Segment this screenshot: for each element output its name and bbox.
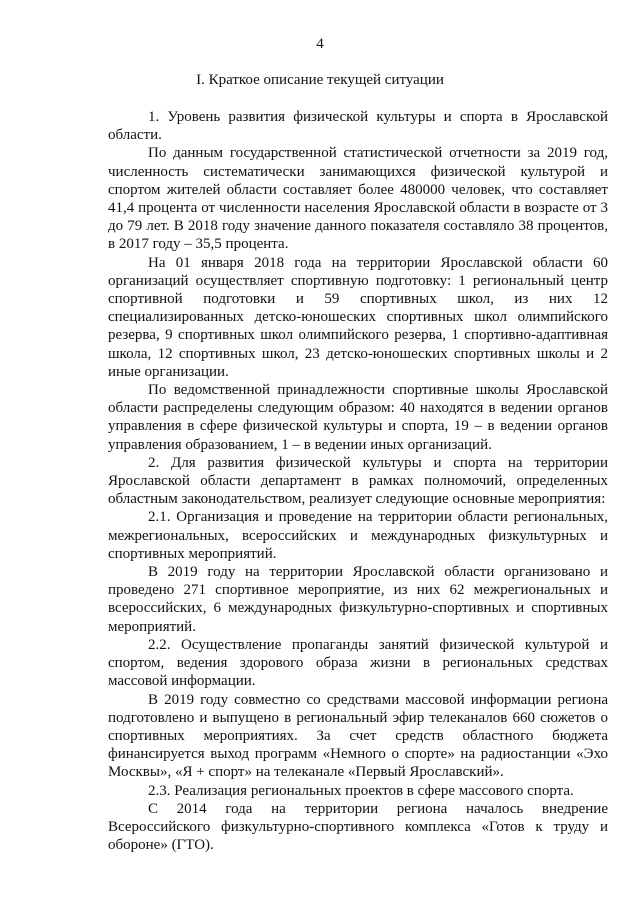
paragraph-departmental-affiliation: По ведомственной принадлежности спортивные школы Ярославской области распределены следующим образом: 40 находятся в ведении органов управления в сфере физической культуры и спорта, 19 – в ведении органов управления образованием, 1 – в ведении иных организаций.	[108, 382, 608, 453]
paragraph-statistics: По данным государственной статистической отчетности за 2019 год, численность систематически занимающихся физической культурой и спортом жителей области составляет более 480000 человек, что составляет 41,4 процента от численности населения Ярославской области в возрасте от 3 до 79 лет. В 2018 году значение данного показателя составляло 38 процентов, в 2017 году – 35,5 процента.	[108, 145, 608, 253]
section-heading: I. Краткое описание текущей ситуации	[196, 72, 444, 88]
paragraph-gto: С 2014 года на территории региона началось внедрение Всероссийского физкультурно-спортивного комплекса «Готов к труду и обороне» (ГТО).	[108, 800, 608, 854]
paragraph-2-department-activities: 2. Для развития физической культуры и спорта на территории Ярославской области департамент в рамках полномочий, определенных областным законодательством, реализует следующие основные мероприятия:	[108, 454, 608, 508]
page-number: 4	[316, 36, 324, 52]
paragraph-2-3-regional-projects: 2.3. Реализация региональных проектов в сфере массового спорта.	[148, 782, 574, 799]
paragraph-media-2019: В 2019 году совместно со средствами массовой информации региона подготовлено и выпущено в региональный эфир телеканалов 660 сюжетов о спортивных мероприятиях. За счет средств областного бюджета финансируется выход программ «Немного о спорте» на радиостанции «Эхо Москвы», «Я + спорт» на телеканале «Первый Ярославский».	[108, 691, 608, 781]
paragraph-events-2019: В 2019 году на территории Ярославской области организовано и проведено 271 спортивное мероприятие, из них 62 межрегиональных и всероссийских, 6 международных физкультурно-спортивных и спортивных мероприятий.	[108, 564, 608, 635]
paragraph-1-development-level: 1. Уровень развития физической культуры и спорта в Ярославской области.	[108, 109, 608, 144]
paragraph-sport-organizations: На 01 января 2018 года на территории Ярославской области 60 организаций осуществляет спортивную подготовку: 1 региональный центр спортивной подготовки и 59 спортивных школ, из них 12 специализированных детско-юношеских спортивных школ олимпийского резерва, 9 спортивных школ олимпийского резерва, 1 спортивно-адаптивная школа, 12 спортивных школ, 23 детско-юношеских спортивных школы и 2 иные организации.	[108, 254, 608, 380]
document-body	[108, 108, 608, 854]
paragraph-2-1-events: 2.1. Организация и проведение на территории области региональных, межрегиональных, всероссийских и международных физкультурных и спортивных мероприятий.	[108, 509, 608, 562]
paragraph-2-2-promotion: 2.2. Осуществление пропаганды занятий физической культурой и спортом, ведения здорового образа жизни в региональных средствах массовой информации.	[108, 636, 608, 690]
